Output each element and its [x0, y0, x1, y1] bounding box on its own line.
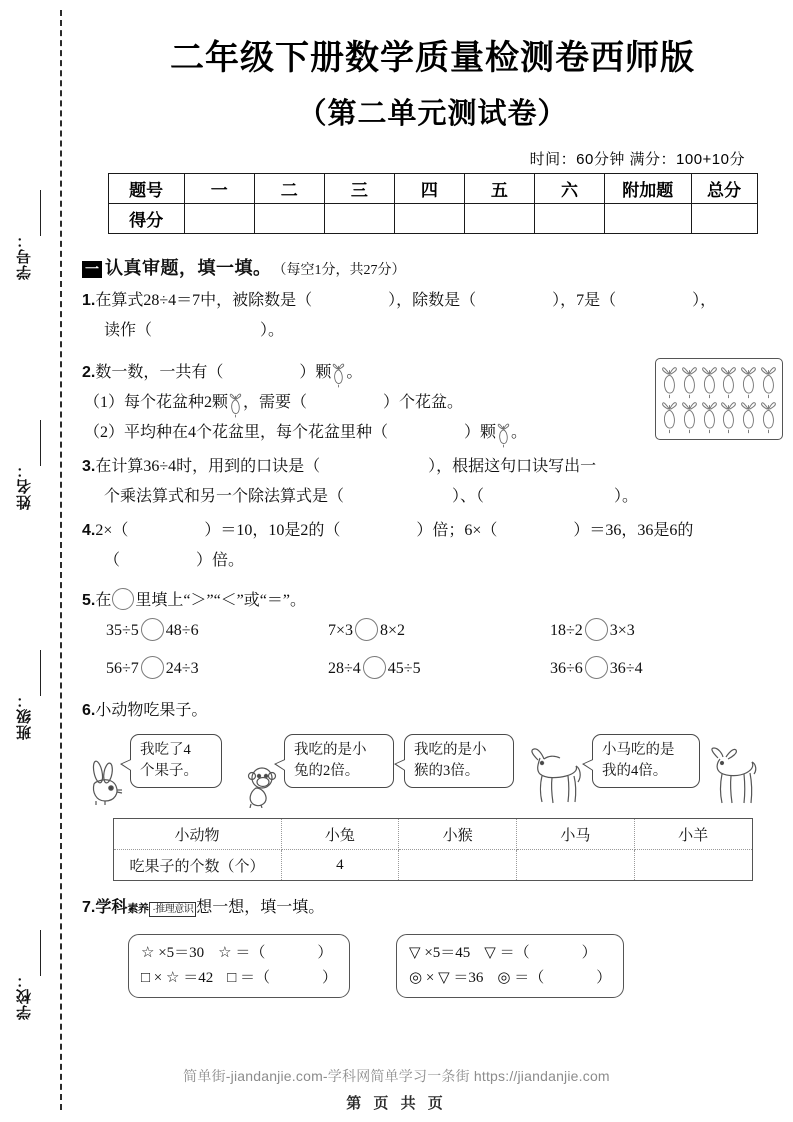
fruit-table-cell-goat[interactable] — [634, 850, 752, 881]
radish-icon — [229, 392, 242, 412]
question-1-number: 1. — [82, 292, 96, 309]
competency-badge — [127, 894, 196, 924]
site-watermark: 简单街-jiandanjie.com-学科网简单学习一条街 https://jiandanjie.com — [183, 1068, 610, 1084]
question-4-text-a: 2×（ — [95, 522, 129, 539]
section-1-header — [82, 254, 793, 280]
bubble-line-1: 我吃的是小 — [414, 742, 487, 758]
score-cell-5[interactable] — [464, 204, 534, 234]
radish-illustration-panel — [655, 358, 783, 440]
question-4-text-f: ）倍。 — [196, 552, 245, 569]
speech-bubble-horse — [404, 734, 514, 788]
comparison-item — [550, 616, 772, 646]
question-5-text-b: 里填上“＞”“＜”或“＝”。 — [135, 592, 306, 609]
question-1-text-c: ），7是（ — [552, 292, 617, 309]
comparison-right: 36÷4 — [609, 660, 643, 677]
question-4-text-c: ）倍；6×（ — [416, 522, 498, 539]
comparison-left: 28÷4 — [328, 660, 361, 677]
question-7-panels — [128, 934, 793, 998]
fruit-table-header-horse: 小马 — [517, 819, 635, 850]
comparison-left: 36÷6 — [550, 660, 583, 677]
goat-icon — [704, 746, 760, 808]
radish-icon — [332, 362, 345, 382]
fruit-table-header-goat: 小羊 — [634, 819, 752, 850]
question-1-text-b: ），除数是（ — [388, 292, 477, 309]
fruit-count-table — [113, 818, 753, 881]
question-6-number: 6. — [82, 702, 96, 719]
question-3-text-b: ），根据这句口诀写出一 — [428, 458, 597, 475]
symbol-ask: ▽ ＝（ — [484, 945, 530, 961]
question-5 — [82, 586, 793, 616]
comparison-right: 24÷3 — [165, 660, 199, 677]
question-2-sub1-c: ）个花盆。 — [383, 394, 464, 411]
radish-icon — [661, 365, 678, 398]
radish-icon — [720, 365, 737, 398]
score-col-3: 三 — [324, 174, 394, 204]
score-cell-2[interactable] — [254, 204, 324, 234]
score-col-6: 六 — [534, 174, 604, 204]
score-col-bonus: 附加题 — [605, 174, 692, 204]
comparison-item — [328, 654, 550, 684]
fruit-table-value-row — [113, 850, 752, 881]
fruit-table-header-monkey: 小猴 — [399, 819, 517, 850]
question-1-text-a: 在算式28÷4＝7中，被除数是（ — [95, 292, 313, 309]
comparison-circle[interactable] — [585, 618, 608, 641]
fruit-table-cell-horse[interactable] — [517, 850, 635, 881]
comparison-item — [106, 616, 328, 646]
radish-icon — [701, 400, 718, 433]
comparison-circle[interactable] — [141, 656, 164, 679]
fruit-table-cell-monkey[interactable] — [399, 850, 517, 881]
score-table-label-question-no: 题号 — [108, 174, 184, 204]
score-cell-bonus[interactable] — [605, 204, 692, 234]
bubble-line-1: 我吃的是小 — [294, 742, 367, 758]
symbol-equation: ▽ ×5＝45 — [409, 945, 471, 961]
section-1-number: 一 — [82, 261, 102, 278]
question-3 — [82, 452, 793, 512]
comparison-right: 45÷5 — [387, 660, 421, 677]
competency-badge-box: ·推理意识 — [149, 902, 196, 917]
radish-icon — [701, 365, 718, 398]
question-4-text-d: ）＝36，36是6的 — [573, 522, 694, 539]
symbol-equation: ☆ ×5＝30 — [141, 945, 205, 961]
seal-divider-2 — [40, 420, 41, 466]
score-table-label-score: 得分 — [108, 204, 184, 234]
section-1-score-note: （每空1分，共27分） — [272, 263, 406, 278]
question-5-row-2 — [106, 654, 793, 684]
horse-icon — [518, 746, 584, 808]
question-2-text-a: 数一数，一共有（ — [95, 364, 224, 381]
symbol-line — [409, 966, 611, 991]
speech-bubble-monkey — [284, 734, 394, 788]
question-7-title: 想一想，填一填。 — [196, 899, 325, 916]
speech-bubble-goat — [592, 734, 700, 788]
question-4 — [82, 516, 793, 576]
comparison-left: 18÷2 — [550, 622, 583, 639]
question-2-sub2-c: 。 — [511, 424, 528, 441]
score-cell-total[interactable] — [691, 204, 757, 234]
bubble-line-2: 个果子。 — [140, 763, 198, 779]
question-1 — [82, 286, 793, 346]
question-2-sub1-a: （1）每个花盆种2颗 — [84, 394, 229, 411]
symbol-line — [141, 966, 337, 991]
symbol-ask: ◎ ＝（ — [497, 970, 545, 986]
score-table — [108, 173, 758, 234]
question-2-sub2-a: （2）平均种在4个花盆里，每个花盆里种（ — [84, 424, 389, 441]
question-5-number: 5. — [82, 592, 96, 609]
question-3-text-d: ）、（ — [452, 488, 485, 505]
comparison-item — [106, 654, 328, 684]
comparison-right: 8×2 — [380, 622, 406, 639]
bubble-line-2: 猴的3倍。 — [414, 763, 480, 779]
symbol-close: ） — [581, 945, 597, 961]
question-3-text-e: ）。 — [614, 488, 639, 505]
symbol-ask: ☆ ＝（ — [218, 945, 266, 961]
score-cell-6[interactable] — [534, 204, 604, 234]
question-2-sub2-b: ）颗 — [464, 424, 497, 441]
score-cell-3[interactable] — [324, 204, 394, 234]
competency-badge-bold: 素养 — [127, 903, 149, 915]
comparison-circle-prompt[interactable] — [112, 588, 134, 610]
radish-icon — [720, 400, 737, 433]
bubble-line-2: 我的4倍。 — [602, 763, 668, 779]
seal-label-school: 学校： — [16, 972, 33, 1020]
question-4-number: 4. — [82, 522, 96, 539]
seal-divider-4 — [40, 930, 41, 976]
comparison-item — [550, 654, 772, 684]
question-6 — [82, 696, 793, 726]
symbol-box-left — [128, 934, 350, 998]
question-5-row-1 — [106, 616, 793, 646]
question-4-text-e: （ — [104, 552, 121, 569]
seal-label-student-id: 学号： — [16, 232, 33, 280]
question-2-sub1-b: ，需要（ — [243, 394, 308, 411]
radish-icon — [497, 422, 510, 442]
page-title: 二年级下册数学质量检测卷西师版 — [170, 39, 695, 77]
question-1-text-f: ）。 — [260, 322, 285, 339]
worksheet-page — [72, 0, 793, 1122]
seal-label-class: 班级： — [16, 692, 33, 740]
score-table-value-row — [108, 204, 757, 234]
question-2-text-b: ）颗 — [299, 364, 332, 381]
question-6-bubble-row — [86, 732, 793, 810]
radish-icon — [740, 400, 757, 433]
comparison-circle[interactable] — [141, 618, 164, 641]
question-6-title: 小动物吃果子。 — [95, 702, 208, 719]
question-2-text-c: 。 — [346, 364, 363, 381]
symbol-close: ） — [596, 970, 612, 986]
score-cell-1[interactable] — [184, 204, 254, 234]
score-col-4: 四 — [394, 174, 464, 204]
bubble-line-2: 兔的2倍。 — [294, 763, 360, 779]
fruit-table-header-animal: 小动物 — [113, 819, 281, 850]
seal-divider-3 — [40, 650, 41, 696]
comparison-item — [328, 616, 550, 646]
symbol-equation: ◎ × ▽ ＝36 — [409, 970, 484, 986]
score-cell-4[interactable] — [394, 204, 464, 234]
score-col-2: 二 — [254, 174, 324, 204]
page-subtitle: （第二单元测试卷） — [297, 98, 568, 130]
question-1-text-d: ）， — [692, 292, 717, 309]
question-7 — [82, 893, 793, 924]
question-1-text-e: 读作（ — [104, 322, 153, 339]
exam-meta: 时间：60分钟 满分：100+10分 — [529, 151, 745, 168]
comparison-circle[interactable] — [363, 656, 386, 679]
page-number-footer: 第 页 共 页 — [346, 1095, 447, 1112]
question-5-text-a: 在 — [95, 592, 112, 609]
question-4-text-b: ）＝10，10是2的（ — [204, 522, 341, 539]
question-2 — [82, 358, 793, 448]
bubble-line-1: 小马吃的是 — [602, 742, 675, 758]
symbol-line — [409, 941, 611, 966]
comparison-circle[interactable] — [585, 656, 608, 679]
radish-icon — [760, 365, 777, 398]
comparison-left: 56÷7 — [106, 660, 139, 677]
fruit-table-header-row — [113, 819, 752, 850]
seal-margin-strip — [0, 0, 72, 1122]
radish-icon — [681, 400, 698, 433]
question-3-text-a: 在计算36÷4时，用到的口诀是（ — [95, 458, 321, 475]
radish-icon — [661, 400, 678, 433]
symbol-ask: □ ＝（ — [227, 970, 271, 986]
fruit-table-header-rabbit: 小兔 — [281, 819, 399, 850]
symbol-line — [141, 941, 337, 966]
radish-icon — [740, 365, 757, 398]
speech-bubble-rabbit — [130, 734, 222, 788]
seal-dashed-line — [60, 10, 62, 1110]
score-col-1: 一 — [184, 174, 254, 204]
fruit-table-cell-rabbit[interactable]: 4 — [281, 850, 399, 881]
question-3-text-c: 个乘法算式和另一个除法算式是（ — [104, 488, 345, 505]
question-2-number: 2. — [82, 364, 96, 381]
symbol-close: ） — [322, 970, 338, 986]
radish-icon — [681, 365, 698, 398]
symbol-equation: □ × ☆ ＝42 — [141, 970, 214, 986]
question-7-badge-prefix: 学科 — [95, 899, 128, 916]
score-table-header-row — [108, 174, 757, 204]
bubble-line-1: 我吃了4 — [140, 742, 191, 758]
comparison-left: 35÷5 — [106, 622, 139, 639]
score-col-5: 五 — [464, 174, 534, 204]
section-1-title: 认真审题，填一填。 — [105, 258, 272, 278]
fruit-table-row-label: 吃果子的个数（个） — [113, 850, 281, 881]
radish-icon — [760, 400, 777, 433]
comparison-right: 3×3 — [609, 622, 635, 639]
score-col-total: 总分 — [691, 174, 757, 204]
symbol-box-right — [396, 934, 624, 998]
seal-divider-1 — [40, 190, 41, 236]
comparison-circle[interactable] — [355, 618, 378, 641]
comparison-left: 7×3 — [328, 622, 354, 639]
question-3-number: 3. — [82, 458, 96, 475]
seal-label-name: 姓名： — [16, 462, 33, 510]
symbol-close: ） — [317, 945, 333, 961]
comparison-right: 48÷6 — [165, 622, 199, 639]
question-7-number: 7. — [82, 899, 96, 916]
